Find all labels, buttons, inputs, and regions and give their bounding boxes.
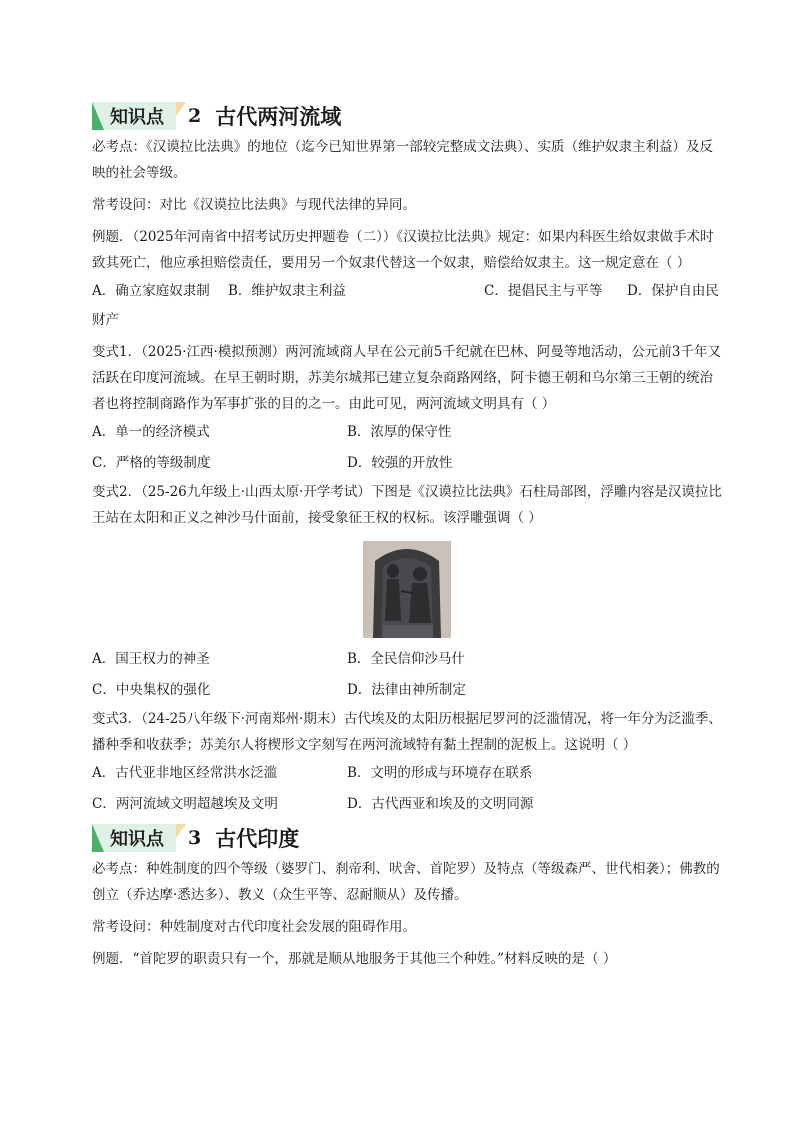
option-b: B．全民信仰沙马什 — [347, 651, 465, 667]
section-number: 3 — [188, 827, 202, 849]
section-number: 2 — [188, 105, 202, 127]
example-stem: 例题．（2025年河南省中招考试历史押题卷（二））《汉谟拉比法典》规定：如果内科医生给奴隶做手术时致其死亡，他应承担赔偿责任，要用另一个奴隶代替这一个奴隶，赔偿给奴隶主。这一规定意在（ ） — [92, 229, 714, 271]
section-title: 古代印度 — [215, 826, 300, 851]
common-question: 常考设问：对比《汉谟拉比法典》与现代法律的异同。 — [92, 197, 416, 213]
option-d: D．较强的开放性 — [347, 455, 453, 471]
option-c: C．提倡民主与平等 — [484, 283, 603, 299]
option-a: A．确立家庭奴隶制 — [92, 283, 210, 299]
variant-3-options — [92, 758, 722, 820]
option-d-continuation: 财产 — [92, 312, 119, 328]
knowledge-point-badge: 知识点 — [92, 102, 176, 130]
section-title: 古代两河流域 — [215, 104, 342, 129]
section-2-heading — [92, 98, 722, 134]
hammurabi-stele-figure — [92, 541, 722, 638]
variant-3-stem: 变式3．（24-25八年级下·河南郑州·期末）古代埃及的太阳历根据尼罗河的泛滥情况，将一年分为泛滥季、播种季和收获季；苏美尔人将楔形文字刻写在两河流域特有黏土捏制的泥板上。这说明（ ） — [92, 711, 722, 753]
example-options — [92, 276, 722, 307]
document-page — [92, 98, 722, 972]
knowledge-point-badge: 知识点 — [92, 824, 176, 852]
hammurabi-stele-image — [363, 541, 451, 638]
option-c: C．严格的等级制度 — [92, 455, 211, 471]
must-test-point: 必考点：种姓制度的四个等级（婆罗门、刹帝利、吠舍、首陀罗）及特点（等级森严、世代相袭）；佛教的创立（乔达摩·悉达多）、教义（众生平等、忍耐顺从）及传播。 — [92, 861, 720, 903]
option-c: C．两河流域文明超越埃及文明 — [92, 796, 278, 812]
option-b: B．文明的形成与环境存在联系 — [347, 765, 533, 781]
option-b: B．维护奴隶主利益 — [228, 283, 346, 299]
option-b: B．浓厚的保守性 — [347, 424, 452, 440]
variant-2-options — [92, 644, 722, 706]
option-a: A．单一的经济模式 — [92, 424, 210, 440]
example-stem: 例题．“首陀罗的职责只有一个，那就是顺从地服务于其他三个种姓。”材料反映的是（ ） — [92, 951, 617, 967]
must-test-point: 必考点：《汉谟拉比法典》的地位（迄今已知世界第一部较完整成文法典）、实质（维护奴隶主利益）及反映的社会等级。 — [92, 139, 713, 181]
option-c: C．中央集权的强化 — [92, 682, 211, 698]
option-a: A．国王权力的神圣 — [92, 651, 210, 667]
variant-1-stem: 变式1．（2025·江西·模拟预测）两河流域商人早在公元前5千纪就在巴林、阿曼等地活动，公元前3千年又活跃在印度河流域。在早王朝时期，苏美尔城邦已建立复杂商路网络，阿卡德王朝和乌尔第三王朝的统治者也将控制商路作为军事扩张的目的之一。由此可见，两河流域文明具有（ ） — [92, 344, 721, 412]
option-d: D．保护自由民 — [627, 283, 719, 299]
common-question: 常考设问：种姓制度对古代印度社会发展的阻碍作用。 — [92, 919, 416, 935]
option-d: D．法律由神所制定 — [347, 682, 466, 698]
variant-1-options — [92, 417, 722, 479]
variant-2-stem: 变式2．（25-26九年级上·山西太原·开学考试）下图是《汉谟拉比法典》石柱局部图，浮雕内容是汉谟拉比王站在太阳和正义之神沙马什面前，接受象征王权的权标。该浮雕强调（ ） — [92, 484, 722, 526]
section-3-heading — [92, 820, 722, 856]
option-d: D．古代西亚和埃及的文明同源 — [347, 796, 534, 812]
option-a: A．古代亚非地区经常洪水泛滥 — [92, 765, 278, 781]
